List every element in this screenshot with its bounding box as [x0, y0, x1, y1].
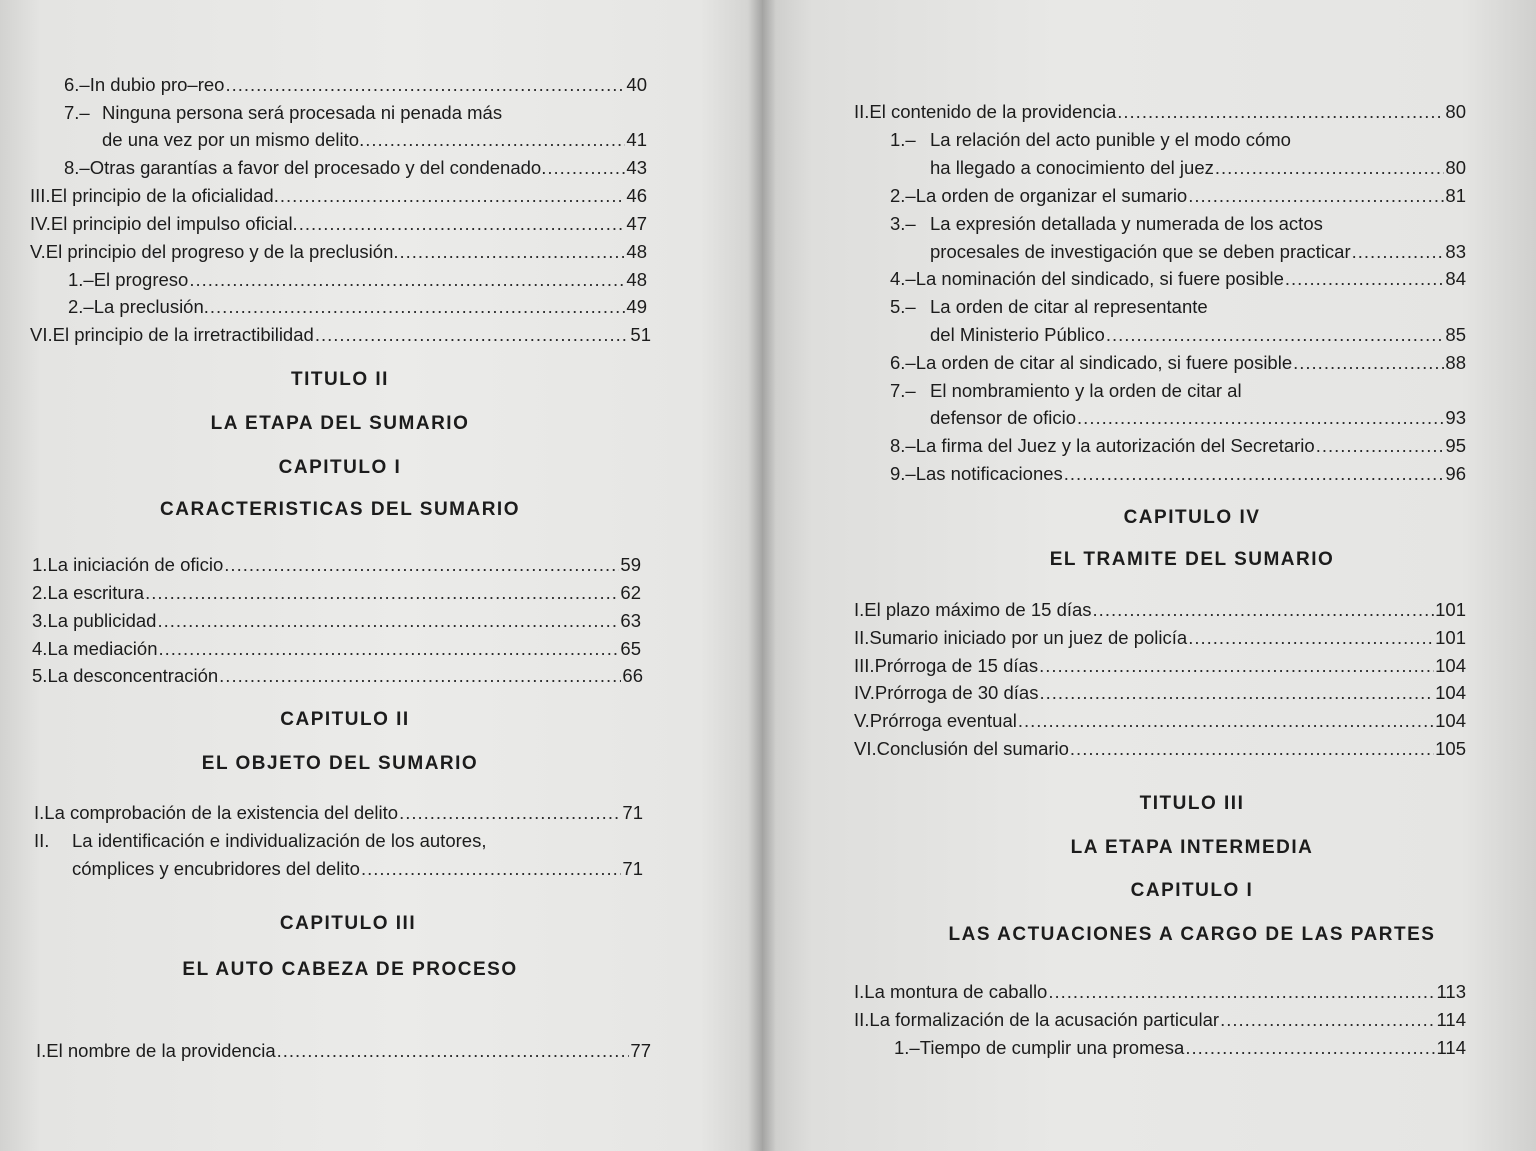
- entry-text: El principio de la oficialidad.: [50, 185, 279, 206]
- entry-page: 43: [626, 157, 647, 178]
- entry-text: La comprobación de la existencia del delito: [44, 802, 399, 823]
- leader-dots: [1064, 463, 1445, 485]
- entry-number: 6.–: [890, 352, 916, 373]
- leader-dots: [547, 157, 625, 179]
- leader-dots: [189, 269, 625, 291]
- leader-dots: [158, 638, 619, 660]
- entry-text: El nombre de la providencia: [46, 1040, 276, 1061]
- toc-entry: [32, 610, 641, 632]
- entry-page: 71: [622, 802, 643, 823]
- entry-page: 101: [1435, 599, 1466, 620]
- entry-number: 5.–: [890, 296, 916, 317]
- entry-text: Tiempo de cumplir una promesa: [919, 1037, 1185, 1058]
- entry-text: El plazo máximo de 15 días: [864, 599, 1092, 620]
- entry-page: 66: [622, 665, 643, 686]
- entry-text: cómplices y encubridores del delito: [72, 858, 360, 879]
- leader-dots: [1220, 1009, 1435, 1031]
- entry-page: 80: [1445, 101, 1466, 122]
- toc-entry: [30, 185, 647, 207]
- chapter-name: EL OBJETO DEL SUMARIO: [201, 753, 479, 774]
- toc-entry: [854, 101, 1466, 123]
- entry-page: 104: [1435, 682, 1466, 703]
- entry-page: 84: [1445, 268, 1466, 289]
- leader-dots: [210, 296, 626, 318]
- chapter-heading: CAPITULO III: [279, 913, 417, 934]
- entry-text: El progreso: [93, 269, 189, 290]
- entry-text: La relación del acto punible y el modo cómo: [930, 129, 1291, 150]
- titulo-heading: TITULO III: [1139, 793, 1245, 814]
- entry-text: Prórroga de 30 días: [874, 682, 1039, 703]
- toc-entry: [72, 858, 643, 880]
- entry-page: 93: [1445, 407, 1466, 428]
- entry-text: El nombramiento y la orden de citar al: [930, 380, 1242, 401]
- entry-number: 7.–: [890, 380, 916, 401]
- leader-dots: [315, 324, 630, 346]
- entry-text: La nominación del sindicado, si fuere posible: [915, 268, 1284, 289]
- entry-number: 6.–: [64, 74, 90, 95]
- entry-number: 7.–: [64, 102, 90, 123]
- entry-number: V.: [854, 710, 870, 731]
- chapter-name: EL TRAMITE DEL SUMARIO: [1049, 549, 1335, 570]
- entry-page: 77: [630, 1040, 651, 1061]
- leader-dots: [1070, 738, 1434, 760]
- entry-text: La mediación: [47, 638, 158, 659]
- entry-number: II.: [854, 101, 870, 122]
- entry-number: 1.–: [890, 129, 916, 150]
- entry-number: IV.: [30, 213, 51, 234]
- toc-entry: [890, 463, 1466, 485]
- entry-number: IV.: [854, 682, 875, 703]
- leader-dots: [225, 74, 625, 96]
- toc-entry: [32, 665, 643, 687]
- leader-dots: [1117, 101, 1444, 123]
- chapter-name: CARACTERISTICAS DEL SUMARIO: [160, 499, 520, 520]
- toc-entry: [930, 157, 1466, 179]
- entry-text: del Ministerio Público: [930, 324, 1105, 345]
- entry-number: 2.–: [890, 185, 916, 206]
- entry-number: 1.–: [894, 1037, 920, 1058]
- leader-dots: [365, 129, 625, 151]
- toc-entry: [854, 738, 1466, 760]
- entry-number: I.: [854, 599, 865, 620]
- entry-text: La desconcentración: [47, 665, 219, 686]
- toc-entry: [64, 157, 647, 179]
- entry-number: 2.–: [68, 296, 94, 317]
- chapter-heading: CAPITULO I: [1130, 880, 1254, 901]
- entry-text: La iniciación de oficio: [47, 554, 224, 575]
- entry-number: 1.–: [68, 269, 94, 290]
- leader-dots: [361, 858, 621, 880]
- entry-page: 96: [1445, 463, 1466, 484]
- entry-number: II.: [854, 627, 870, 648]
- toc-entry: [894, 1037, 1466, 1059]
- leader-dots: [1185, 1037, 1435, 1059]
- entry-page: 104: [1435, 655, 1466, 676]
- toc-entry: [30, 241, 647, 263]
- entry-text: Otras garantías a favor del procesado y del condenado.: [89, 157, 547, 178]
- entry-text: El contenido de la providencia: [869, 101, 1117, 122]
- entry-number: III.: [30, 185, 51, 206]
- entry-number: 8.–: [64, 157, 90, 178]
- toc-entry: [890, 380, 1242, 402]
- toc-entry: [890, 213, 1323, 235]
- entry-number: 4.–: [890, 268, 916, 289]
- entry-number: 5.: [32, 665, 48, 686]
- toc-entry: [30, 324, 651, 346]
- leader-dots: [157, 610, 619, 632]
- toc-entry: [890, 185, 1466, 207]
- toc-entry: [36, 1040, 651, 1062]
- entry-number: 9.–: [890, 463, 916, 484]
- titulo-heading: TITULO II: [291, 369, 389, 390]
- toc-entry: [32, 554, 641, 576]
- leader-dots: [1352, 241, 1445, 263]
- leader-dots: [1215, 157, 1445, 179]
- chapter-heading: CAPITULO IV: [1123, 507, 1261, 528]
- entry-text: El principio del impulso oficial.: [50, 213, 298, 234]
- entry-number: VI.: [30, 324, 53, 345]
- entry-page: 47: [626, 213, 647, 234]
- entry-text: El principio del progreso y de la preclusión.: [45, 241, 399, 262]
- chapter-heading: CAPITULO II: [280, 709, 410, 730]
- chapter-name: LAS ACTUACIONES A CARGO DE LAS PARTES: [948, 924, 1436, 945]
- leader-dots: [280, 185, 626, 207]
- entry-page: 85: [1445, 324, 1466, 345]
- entry-text: ha llegado a conocimiento del juez: [930, 157, 1214, 178]
- entry-number: III.: [854, 655, 875, 676]
- leader-dots: [1188, 627, 1434, 649]
- entry-number: 2.: [32, 582, 48, 603]
- entry-page: 62: [620, 582, 641, 603]
- right-page: [762, 0, 1536, 1151]
- entry-page: 114: [1436, 1009, 1466, 1030]
- entry-text: Sumario iniciado por un juez de policía: [869, 627, 1188, 648]
- entry-page: 83: [1445, 241, 1466, 262]
- entry-text: Conclusión del sumario: [876, 738, 1069, 759]
- toc-entry: [68, 296, 647, 318]
- entry-text: procesales de investigación que se deben practicar: [930, 241, 1351, 262]
- entry-page: 48: [626, 269, 647, 290]
- entry-number: VI.: [854, 738, 877, 759]
- toc-entry: [930, 324, 1466, 346]
- entry-page: 80: [1445, 157, 1466, 178]
- chapter-name: EL AUTO CABEZA DE PROCESO: [182, 959, 518, 980]
- toc-entry: [64, 102, 502, 124]
- toc-entry: [854, 655, 1466, 677]
- entry-page: 114: [1436, 1037, 1466, 1058]
- entry-number: II.: [854, 1009, 870, 1030]
- book-spine-shadow: [748, 0, 776, 1151]
- entry-text: Prórroga de 15 días: [874, 655, 1039, 676]
- entry-text: In dubio pro–reo: [89, 74, 225, 95]
- entry-page: 95: [1445, 435, 1466, 456]
- leader-dots: [1106, 324, 1445, 346]
- entry-page: 71: [622, 858, 643, 879]
- toc-entry: [64, 74, 647, 96]
- leader-dots: [1018, 710, 1434, 732]
- toc-entry: [102, 129, 647, 151]
- entry-page: 63: [620, 610, 641, 631]
- leader-dots: [1293, 352, 1444, 374]
- entry-number: 8.–: [890, 435, 916, 456]
- entry-page: 113: [1436, 981, 1466, 1002]
- entry-text: La publicidad: [47, 610, 157, 631]
- toc-entry: [854, 981, 1466, 1003]
- entry-number: I.: [854, 981, 865, 1002]
- titulo-name: LA ETAPA DEL SUMARIO: [210, 413, 470, 434]
- leader-dots: [1093, 599, 1435, 621]
- entry-text: defensor de oficio: [930, 407, 1077, 428]
- entry-page: 48: [626, 241, 647, 262]
- entry-page: 40: [626, 74, 647, 95]
- leader-dots: [145, 582, 619, 604]
- entry-text: La identificación e individualización de los autores,: [72, 830, 487, 851]
- entry-page: 81: [1445, 185, 1466, 206]
- entry-text: La formalización de la acusación particular: [869, 1009, 1220, 1030]
- leader-dots: [277, 1040, 630, 1062]
- titulo-name: LA ETAPA INTERMEDIA: [1070, 837, 1314, 858]
- toc-entry: [34, 802, 643, 824]
- entry-text: La expresión detallada y numerada de los actos: [930, 213, 1323, 234]
- entry-page: 104: [1435, 710, 1466, 731]
- toc-entry: [34, 830, 486, 852]
- entry-page: 65: [620, 638, 641, 659]
- toc-entry: [854, 682, 1466, 704]
- entry-text: La montura de caballo: [864, 981, 1048, 1002]
- toc-entry: [68, 269, 647, 291]
- entry-number: II.: [34, 830, 50, 851]
- entry-page: 88: [1445, 352, 1466, 373]
- entry-number: I.: [36, 1040, 47, 1061]
- entry-text: Prórroga eventual: [869, 710, 1017, 731]
- leader-dots: [1285, 268, 1445, 290]
- leader-dots: [1039, 655, 1434, 677]
- entry-page: 46: [626, 185, 647, 206]
- entry-text: La orden de organizar el sumario: [915, 185, 1188, 206]
- leader-dots: [399, 802, 621, 824]
- toc-entry: [890, 352, 1466, 374]
- entry-page: 41: [626, 129, 647, 150]
- leader-dots: [400, 241, 626, 263]
- entry-text: de una vez por un mismo delito.: [102, 129, 365, 150]
- leader-dots: [1316, 435, 1445, 457]
- leader-dots: [1048, 981, 1435, 1003]
- entry-page: 105: [1435, 738, 1466, 759]
- entry-page: 51: [630, 324, 651, 345]
- toc-entry: [890, 268, 1466, 290]
- toc-entry: [32, 582, 641, 604]
- toc-entry: [854, 1009, 1466, 1031]
- entry-number: 3.–: [890, 213, 916, 234]
- toc-entry: [930, 407, 1466, 429]
- left-page: [0, 0, 762, 1151]
- entry-text: Ninguna persona será procesada ni penada más: [102, 102, 503, 123]
- leader-dots: [1077, 407, 1444, 429]
- toc-entry: [854, 599, 1466, 621]
- toc-entry: [854, 710, 1466, 732]
- entry-number: 3.: [32, 610, 48, 631]
- leader-dots: [219, 665, 621, 687]
- toc-entry: [30, 213, 647, 235]
- leader-dots: [299, 213, 626, 235]
- leader-dots: [224, 554, 619, 576]
- chapter-heading: CAPITULO I: [278, 457, 402, 478]
- entry-text: El principio de la irretractibilidad: [52, 324, 314, 345]
- toc-entry: [930, 241, 1466, 263]
- entry-page: 59: [620, 554, 641, 575]
- toc-entry: [890, 296, 1208, 318]
- entry-page: 101: [1435, 627, 1466, 648]
- leader-dots: [1188, 185, 1444, 207]
- entry-text: La escritura: [47, 582, 145, 603]
- entry-number: 4.: [32, 638, 48, 659]
- entry-text: La orden de citar al representante: [930, 296, 1208, 317]
- leader-dots: [1039, 682, 1434, 704]
- entry-number: 1.: [32, 554, 48, 575]
- entry-text: Las notificaciones: [915, 463, 1063, 484]
- entry-page: 49: [626, 296, 647, 317]
- entry-number: I.: [34, 802, 45, 823]
- entry-text: La preclusión.: [93, 296, 209, 317]
- entry-text: La firma del Juez y la autorización del Secretario: [915, 435, 1315, 456]
- toc-entry: [890, 435, 1466, 457]
- entry-number: V.: [30, 241, 46, 262]
- toc-entry: [32, 638, 641, 660]
- toc-entry: [854, 627, 1466, 649]
- entry-text: La orden de citar al sindicado, si fuere posible: [915, 352, 1293, 373]
- toc-entry: [890, 129, 1291, 151]
